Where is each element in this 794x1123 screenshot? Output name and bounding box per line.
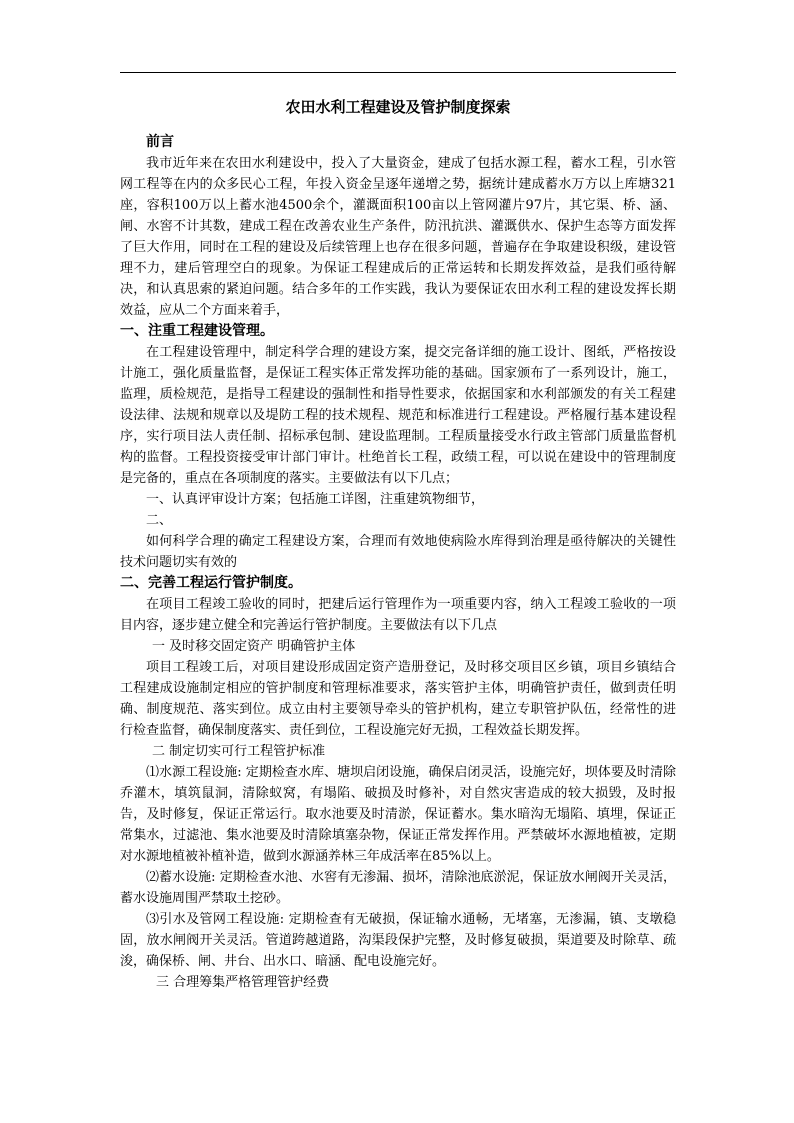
preface-heading: 前言	[146, 134, 174, 150]
document-title: 农田水利工程建设及管护制度探索	[285, 98, 511, 116]
item2-heading: 二 制定切实可行工程管护标准	[152, 744, 326, 759]
section1-item2: 二、	[146, 513, 173, 528]
item2-paragraph2: ⑵蓄水设施: 定期检查水池、水窖有无渗漏、损坏，清除池底淤泥，保证放水闸阀开关灵活，蓄水设施周围严禁取土挖砂。	[120, 870, 676, 906]
section1-paragraph2: 如何科学合理的确定工程建设方案，合理而有效地使病险水库得到治理是亟待解决的关键性技术问题切实有效的	[120, 534, 676, 570]
section2-paragraph: 在项目工程竣工验收的同时，把建后运行管理作为一项重要内容，纳入工程竣工验收的一项目内容，逐步建立健全和完善运行管护制度。主要做法有以下几点	[120, 597, 676, 633]
item1-paragraph: 项目工程竣工后，对项目建设形成固定资产造册登记，及时移交项目区乡镇，项目乡镇结合工程建成设施制定相应的管护制度和管理标准要求，落实管护主体，明确管护责任，做到责任明确、制度规范、落实到位。成立由村主要领导牵头的管护机构，建立专职管护队伍，经常性的进行检查监督，确保制度落实、责任到位，工程设施完好无损，工程效益长期发挥。	[120, 660, 676, 738]
section1-heading: 一、注重工程建设管理。	[120, 323, 274, 339]
item3-heading: 三 合理筹集严格管理管护经费	[156, 975, 330, 990]
section1-paragraph: 在工程建设管理中，制定科学合理的建设方案，提交完备详细的施工设计、图纸，严格按设计施工，强化质量监督，是保证工程实体正常发挥功能的基础。国家颁布了一系列设计，施工，监理，质检规范，是指导工程建设的强制性和指导性要求，依据国家和水利部颁发的有关工程建设法律、法规和规章以及堤防工程的技术规程、规范和标准进行工程建设。严格履行基本建设程序，实行项目法人责任制、招标承包制、建设监理制。工程质量接受水行政主管部门质量监督机构的监督。工程投资接受审计部门审计。杜绝首长工程，政绩工程，可以说在建设中的管理制度是完备的，重点在各项制度的落实。主要做法有以下几点；	[120, 345, 676, 486]
preface-paragraph: 我市近年来在农田水利建设中，投入了大量资金，建成了包括水源工程，蓄水工程，引水管网工程等在内的众多民心工程，年投入资金呈逐年递增之势，据统计建成蓄水万方以上库塘321座，容积100万以上蓄水池4500余个，灌溉面积100亩以上管网灌片97片，其它渠、桥、涵、闸、水窖不计其数，建成工程在改善农业生产条件，防汛抗洪、灌溉供水、保护生态等方面发挥了巨大作用，同时在工程的建设及后续管理上也存在很多问题，普遍存在争取建设积级，建设管理不力，建后管理空白的现象。为保证工程建成后的正常运转和长期发挥效益，是我们亟待解决，和认真思索的紧迫问题。结合多年的工作实践，我认为要保证农田水利工程的建设发挥长期效益，应从二个方面来着手，	[120, 156, 676, 318]
section1-item1: 一、认真评审设计方案；包括施工详图，注重建筑物细节，	[146, 492, 485, 507]
item2-paragraph1: ⑴水源工程设施: 定期检查水库、塘坝启闭设施，确保启闭灵活，设施完好，坝体要及时清除乔灌木，填筑鼠洞，清除蚁窝，有塌陷、破损及时修补，对自然灾害造成的较大损毁，及时报告，及时修复，保证正常运行。取水池要及时清淤，保证蓄水。集水暗沟无塌陷、填埋，保证正常集水，过滤池、集水池要及时清除填塞杂物，保证正常发挥作用。严禁破坏水源地植被，定期对水源地植被补植补造，做到水源涵养林三年成活率在85%以上。	[120, 765, 676, 864]
document-body	[120, 96, 676, 993]
header-rule	[120, 72, 676, 73]
item2-paragraph3: ⑶引水及管网工程设施: 定期检查有无破损，保证输水通畅，无堵塞，无渗漏，镇、支墩稳固，放水闸阀开关灵活。管道跨越道路，沟渠段保护完整，及时修复破损，渠道要及时除草、疏浚，确保桥、闸、井台、出水口、暗涵、配电设施完好。	[120, 912, 676, 969]
section2-heading: 二、完善工程运行管护制度。	[120, 575, 302, 591]
item1-heading: 一 及时移交固定资产 明确管护主体	[152, 639, 356, 654]
